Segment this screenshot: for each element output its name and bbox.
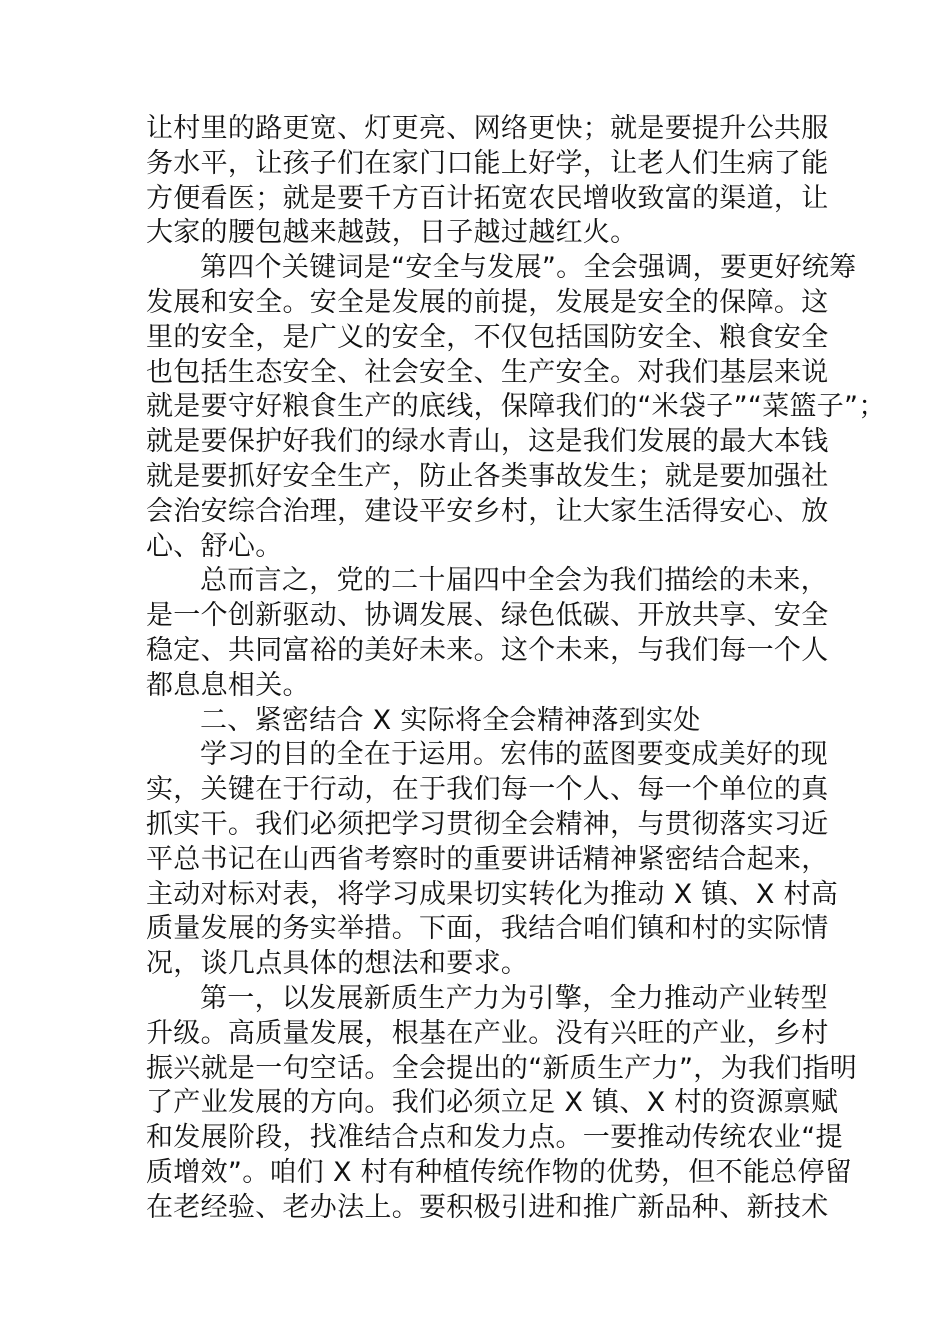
text-line: 大家的腰包越来越鼓，日子越过越红火。	[146, 217, 638, 249]
text-line: 升级。高质量发展，根基在产业。没有兴旺的产业，乡村	[146, 1017, 829, 1049]
paragraph-start-line: 学习的目的全在于运用。宏伟的蓝图要变成美好的现	[200, 739, 828, 771]
text-line: 况，谈几点具体的想法和要求。	[146, 948, 529, 980]
text-line: 让村里的路更宽、灯更亮、网络更快；就是要提升公共服	[146, 113, 829, 144]
section-heading: 二、紧密结合 X 实际将全会精神落到实处	[200, 704, 701, 736]
text-line: 是一个创新驱动、协调发展、绿色低碳、开放共享、安全	[146, 600, 829, 632]
text-line: 抓实干。我们必须把学习贯彻全会精神，与贯彻落实习近	[146, 808, 829, 840]
text-line: 方便看医；就是要千方百计拓宽农民增收致富的渠道，让	[146, 182, 829, 214]
text-line: 就是要守好粮食生产的底线，保障我们的“米袋子”“菜篮子”；	[146, 391, 886, 423]
paragraph-start-line: 第一，以发展新质生产力为引擎，全力推动产业转型	[200, 982, 828, 1014]
text-line: 也包括生态安全、社会安全、生产安全。对我们基层来说	[146, 356, 829, 388]
text-line: 发展和安全。安全是发展的前提，发展是安全的保障。这	[146, 286, 829, 318]
text-line: 务水平，让孩子们在家门口能上好学，让老人们生病了能	[146, 147, 829, 179]
text-line: 质量发展的务实举措。下面，我结合咱们镇和村的实际情	[146, 913, 829, 945]
text-line: 振兴就是一句空话。全会提出的“新质生产力”，为我们指明	[146, 1052, 858, 1084]
text-line: 稳定、共同富裕的美好未来。这个未来，与我们每一个人	[146, 634, 829, 666]
text-line: 和发展阶段，找准结合点和发力点。一要推动传统农业“提	[146, 1122, 843, 1154]
text-line: 了产业发展的方向。我们必须立足 X 镇、X 村的资源禀赋	[146, 1087, 839, 1119]
text-line: 质增效”。咱们 X 村有种植传统作物的优势，但不能总停留	[146, 1156, 853, 1188]
text-line: 就是要抓好安全生产，防止各类事故发生；就是要加强社	[146, 460, 829, 492]
text-line: 就是要保护好我们的绿水青山，这是我们发展的最大本钱	[146, 426, 829, 458]
document-body	[146, 112, 886, 1226]
text-line: 实，关键在于行动，在于我们每一个人、每一个单位的真	[146, 774, 829, 806]
paragraph-start-line: 第四个关键词是“安全与发展”。全会强调，要更好统筹	[200, 252, 857, 284]
text-line: 都息息相关。	[146, 669, 310, 701]
text-line: 主动对标对表，将学习成果切实转化为推动 X 镇、X 村高	[146, 878, 839, 910]
text-line: 里的安全，是广义的安全，不仅包括国防安全、粮食安全	[146, 321, 829, 353]
text-line: 在老经验、老办法上。要积极引进和推广新品种、新技术	[146, 1191, 829, 1223]
text-line: 心、舒心。	[146, 530, 283, 562]
paragraph-start-line: 总而言之，党的二十届四中全会为我们描绘的未来，	[200, 565, 828, 597]
text-line: 会治安综合治理，建设平安乡村，让大家生活得安心、放	[146, 495, 829, 527]
text-line: 平总书记在山西省考察时的重要讲话精神紧密结合起来，	[146, 843, 829, 875]
